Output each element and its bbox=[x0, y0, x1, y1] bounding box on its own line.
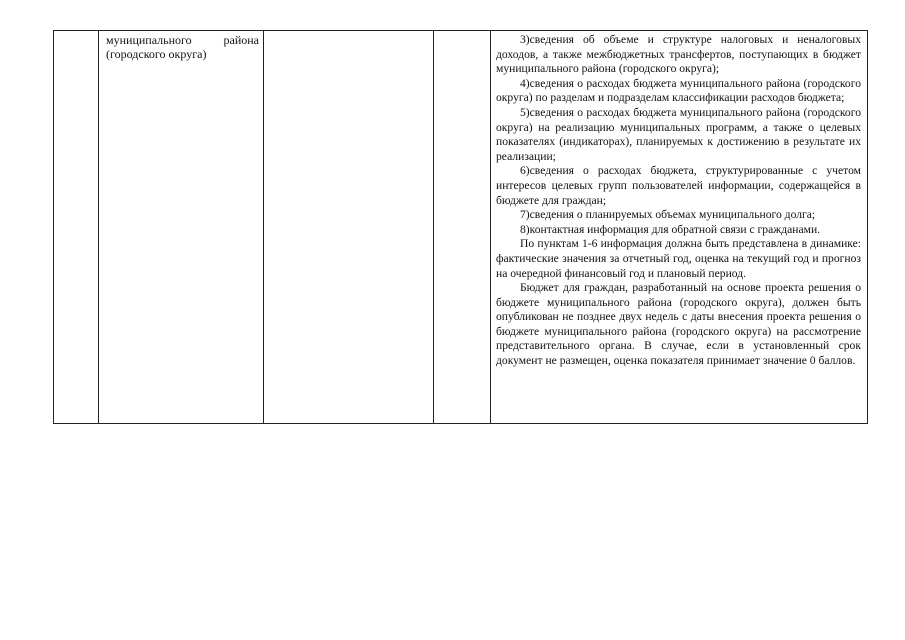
indicator-name-line1 bbox=[106, 33, 259, 47]
empty-cell-3 bbox=[264, 31, 434, 423]
indicator-name-cell bbox=[99, 31, 264, 423]
indicator-name-word2: района bbox=[223, 33, 259, 47]
description-paragraph: 6)сведения о расходах бюджета, структурированные с учетом интересов целевых групп пользователей информации, содержащейся в бюджете для граждан; bbox=[496, 164, 861, 207]
description-paragraph: 3)сведения об объеме и структуре налоговых и неналоговых доходов, а также межбюджетных трансфертов, поступающих в бюджет муниципального района (городского округа); bbox=[496, 33, 861, 76]
description-cell bbox=[491, 31, 867, 423]
indicator-name-text bbox=[106, 33, 259, 61]
indicator-name-line2: (городского округа) bbox=[106, 47, 207, 61]
description-paragraph: По пунктам 1-6 информация должна быть представлена в динамике: фактические значения за отчетный год, оценка на текущий год и прогноз на очередной финансовый год и плановый период. bbox=[496, 237, 861, 280]
empty-cell-4 bbox=[434, 31, 491, 423]
indicator-name-word1: муниципального bbox=[106, 33, 192, 47]
indicator-table bbox=[53, 30, 868, 424]
description-paragraph: 4)сведения о расходах бюджета муниципального района (городского округа) по разделам и подразделам классификации расходов бюджета; bbox=[496, 76, 861, 105]
description-paragraph: 8)контактная информация для обратной связи с гражданами. bbox=[520, 222, 821, 236]
description-paragraph: 7)сведения о планируемых объемах муниципального долга; bbox=[520, 208, 816, 222]
number-cell bbox=[54, 31, 99, 423]
description-paragraph: 5)сведения о расходах бюджета муниципального района (городского округа) на реализацию муниципальных программ, а также о целевых показателях (индикаторах), планируемых к достижению в результате их реализации; bbox=[496, 105, 861, 163]
description-paragraph: Бюджет для граждан, разработанный на основе проекта решения о бюджете муниципального района (городского округа), должен быть опубликован не позднее двух недель с даты внесения проекта решения о бюджете муниципального района (городского округа) на рассмотрение представительного органа. В случае, если в установленный срок документ не размещен, оценка показателя принимает значение 0 баллов. bbox=[496, 281, 861, 368]
